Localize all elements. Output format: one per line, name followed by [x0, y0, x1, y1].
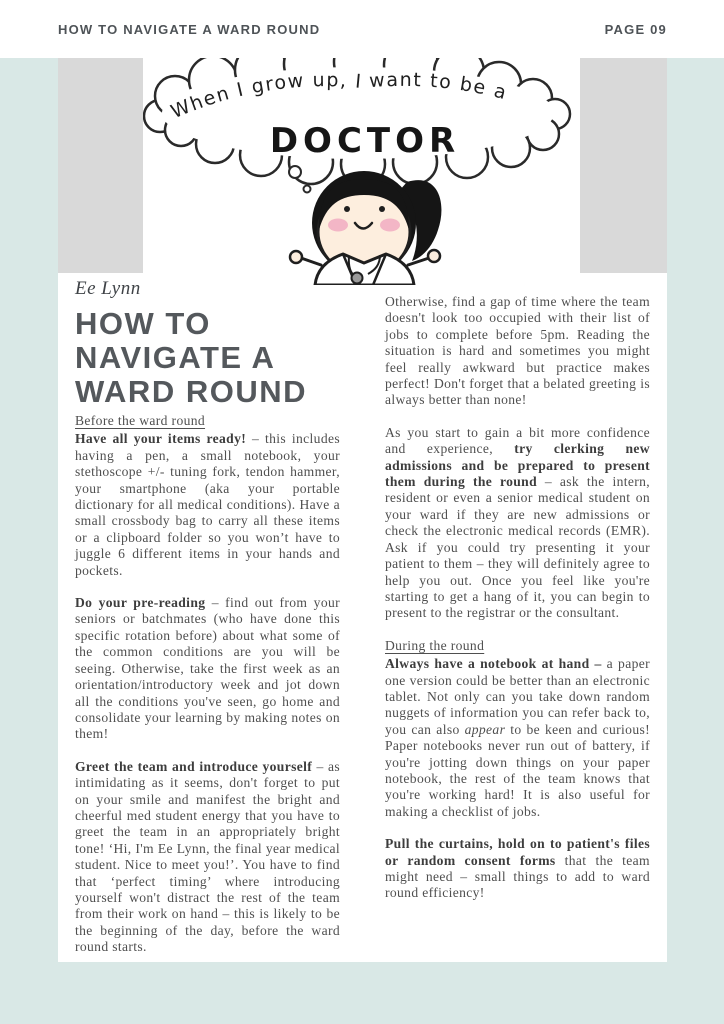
right-arm [408, 258, 429, 265]
left-eye [344, 206, 350, 212]
thought-word: DOCTOR [269, 121, 461, 161]
right-hand [428, 250, 440, 262]
doctor-illustration-svg [143, 58, 580, 285]
article-title-line: NAVIGATE A [75, 340, 276, 375]
paragraph-notebook: Always have a notebook at hand – a paper one version could be better than an electronic tablet. Not only can you take down random nuggets of information you can refer back to, you can also appear to be keen and curious! Paper notebooks never run out of battery, if you're jotting down things on your paper notebook, the rest of the team knows that you're working hard! It is also useful for making a checklist of jobs. [385, 656, 650, 819]
header-title: HOW TO NAVIGATE A WARD ROUND [58, 21, 321, 37]
page-number: PAGE 09 [604, 21, 667, 37]
left-cheek [328, 219, 348, 232]
right-eye [379, 206, 385, 212]
right-cheek [380, 219, 400, 232]
article-title-line: WARD ROUND [75, 374, 307, 409]
author-name: Ee Lynn [75, 278, 141, 299]
right-gray-block [580, 58, 667, 273]
paragraph-find-gap: Otherwise, find a gap of time where the team doesn't look too occupied with their list of jobs to complete before 5pm. Reading the situation is hard and sometimes you might feel really awkward but practice makes perfect! Don't forget that a belated greeting is always better than none! [385, 294, 650, 408]
left-hand [290, 251, 302, 263]
paragraph-items-ready: Have all your items ready! – this includes having a pen, a small notebook, your stethoscope +/- tuning fork, tendon hammer, your smartphone (aka your portable dictionary for all medical conditions). Have a small crossbody bag to carry all these items or a clipboard folder so you won’t have to juggle 6 different items in your hands and pockets. [75, 431, 340, 578]
left-column [75, 278, 340, 972]
paragraph-curtains: Pull the curtains, hold on to patient's files or random consent forms that the team might need – small things to add to ward round efficiency! [385, 836, 650, 901]
thought-text: When I grow up, I want to be a [167, 68, 510, 124]
girl-doctor [290, 171, 441, 285]
subheading-before-the-ward-round: Before the ward round [75, 413, 206, 428]
right-accent-strip [667, 58, 724, 1024]
article-columns [75, 278, 650, 972]
article-title [75, 307, 340, 409]
doctor-illustration [143, 58, 580, 285]
paragraph-clerking: As you start to gain a bit more confidence and experience, try clerking new admissions and be prepared to present them during the round – ask the intern, resident or even a senior medical student on your ward if they are new admissions or check the electronic medical records (EMR). Ask if you could try presenting it your patient to them – they will definitely agree to help you out. Once you feel like you're starting to get a hang of it, you can begin to present to the registrar or the consultant. [385, 424, 650, 621]
right-column [385, 294, 650, 972]
left-accent-strip [0, 58, 58, 1024]
paragraph-greet-team: Greet the team and introduce yourself – as intimidating as it seems, don't forget to put on your smile and manifest the bright and cheerful med student energy that you have to greet the team in an appropriately bright tone! ‘Hi, I'm Ee Lynn, the final year medical student. Nice to meet you!’. You have to find that ‘perfect timing’ where introducing yourself won't distract the rest of the team from their work on hand – this is likely to be the beginning of the day, before the ward round starts. [75, 758, 340, 955]
subheading-during-the-round: During the round [385, 637, 485, 653]
paragraph-pre-reading: Do your pre-reading – find out from your seniors or batchmates (who have done this specific rotation before) about what some of the common conditions are you will be seeing. Otherwise, take the first week as an orientation/introductory week and jot down all the conditions you've seen, go home and consolidate your learning by making notes on them! [75, 595, 340, 742]
left-gray-block [58, 58, 143, 273]
article-title-line: HOW TO [75, 306, 211, 341]
page-header [58, 0, 667, 58]
left-arm [301, 258, 321, 265]
